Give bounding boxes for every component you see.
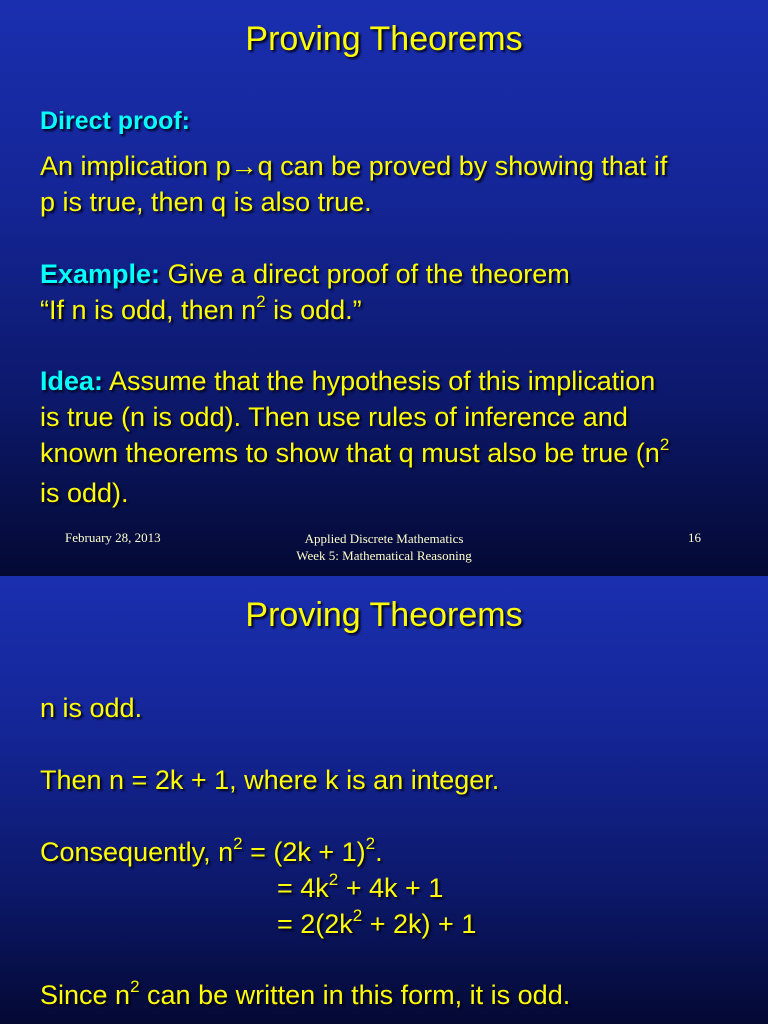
implication-arrow-icon: → — [230, 151, 258, 181]
idea-line2: is true (n is odd). Then use rules of inference and — [40, 402, 628, 432]
definition-text-start: An implication p — [40, 151, 231, 181]
idea-paragraph — [40, 363, 740, 511]
footer-course-title: Applied Discrete Mathematics — [304, 531, 464, 546]
equation-step: = 4k — [277, 873, 329, 903]
direct-proof-label: Direct proof: — [40, 107, 190, 135]
idea-line1: Assume that the hypothesis of this implication — [103, 366, 656, 396]
footer-course — [0, 530, 768, 564]
conclusion-start: Since n — [40, 980, 131, 1010]
equation-rhs: = (2k + 1) — [242, 837, 366, 867]
exponent: 2 — [130, 977, 140, 996]
exponent: 2 — [233, 834, 243, 853]
proof-line-3 — [40, 834, 740, 874]
definition-text-end: q can be proved by showing that if — [257, 151, 668, 181]
theorem-quote-start: “If n is odd, then n — [40, 295, 257, 325]
slide-title: Proving Theorems — [245, 20, 523, 58]
equation-step-rest: + 4k + 1 — [338, 873, 444, 903]
definition-text-line2: p is true, then q is also true. — [40, 187, 372, 217]
slide-17 — [0, 576, 768, 1024]
footer-week: Week 5: Mathematical Reasoning — [296, 548, 472, 563]
exponent: 2 — [365, 834, 376, 853]
proof-line-1: n is odd. — [40, 693, 143, 723]
idea-line4: is odd). — [40, 478, 129, 508]
equation-step: = 2(2k — [277, 909, 353, 939]
idea-label: Idea: — [40, 366, 104, 396]
equation-step-rest: + 2k) + 1 — [362, 909, 477, 939]
slide-title: Proving Theorems — [245, 596, 523, 634]
direct-proof-definition — [40, 148, 740, 220]
conclusion-end: can be written in this form, it is odd. — [139, 980, 571, 1010]
proof-line-2: Then n = 2k + 1, where k is an integer. — [40, 765, 500, 795]
exponent: 2 — [659, 435, 670, 454]
example-text: Give a direct proof of the theorem — [160, 259, 570, 289]
exponent: 2 — [328, 870, 339, 889]
direct-proof-heading — [40, 102, 740, 139]
example-label: Example: — [40, 259, 161, 289]
theorem-quote-end: is odd.” — [265, 295, 362, 325]
proof-line-4 — [277, 870, 740, 910]
footer-date: February 28, 2013 — [65, 530, 161, 545]
equation-period: . — [375, 837, 383, 867]
proof-conclusion — [40, 977, 740, 1017]
exponent: 2 — [256, 292, 266, 311]
idea-line3: known theorems to show that q must also be true (n — [40, 438, 660, 468]
equation-start: Consequently, n — [40, 837, 234, 867]
footer-page-number: 16 — [688, 530, 701, 545]
exponent: 2 — [352, 906, 363, 925]
example-paragraph — [40, 256, 740, 332]
proof-line-5 — [277, 906, 740, 946]
